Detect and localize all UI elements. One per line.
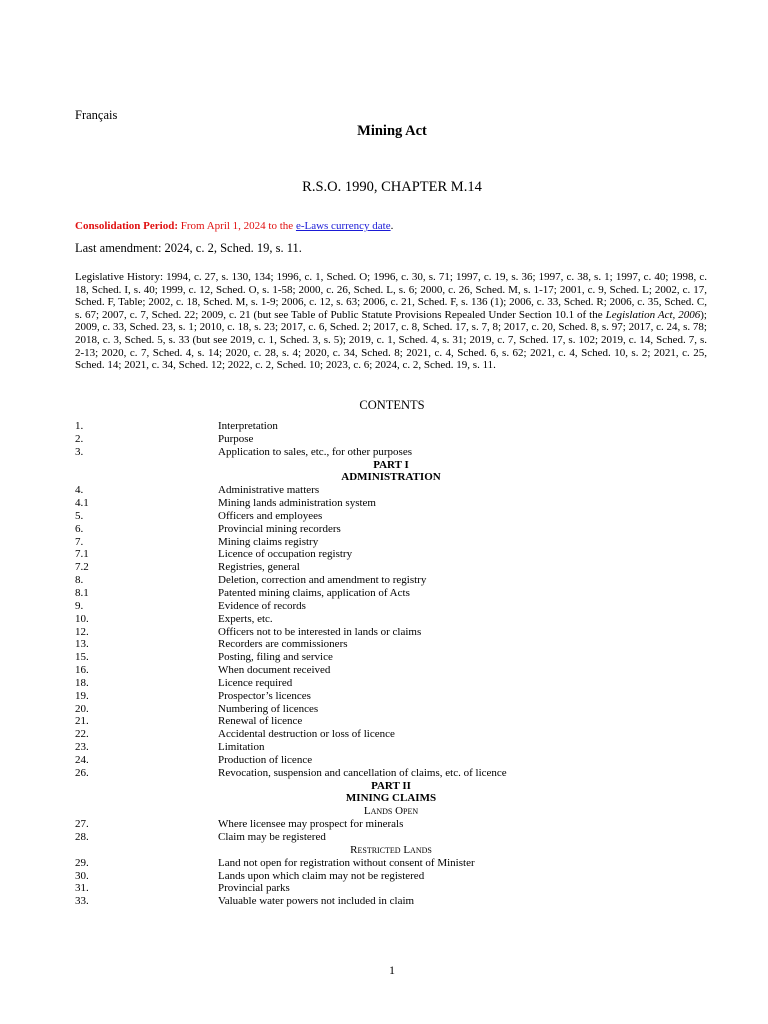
toc-section-title[interactable]: Provincial parks: [218, 882, 290, 895]
toc-section-number: 23.: [75, 741, 89, 754]
toc-part-heading: PART II: [371, 779, 411, 792]
toc-subheading: Lands Open: [363, 805, 419, 818]
toc-section-title[interactable]: Accidental destruction or loss of licence: [218, 728, 395, 741]
toc-entry: [75, 638, 707, 651]
toc-section-number: 20.: [75, 702, 89, 715]
toc-section-number: 21.: [75, 715, 89, 728]
toc-entry: [75, 523, 707, 536]
toc-entry: [75, 510, 707, 523]
toc-section-number: 19.: [75, 689, 89, 702]
toc-entry: [75, 754, 707, 767]
history-text-2: ); 2009, c. 33, Sched. 23, s. 1; 2010, c. 18, s. 23; 2017, c. 6, Sched. 2; 2017, c. 8, Sched. 17, s. 7, 8; 2017, c. 20, Sched. 8, s. 97; 2017, c. 24, s. 78; 2018, c. 3, Sched. 5, s. 33 (but see 2019, c. 1, Sched. 3, s. 5); 2019, c. 1, Sched. 4, s. 31; 2019, c. 7, Sched. 17, s. 102; 2019, c. 14, Sched. 7, s. 2-13; 2020, c. 7, Sched. 4, s. 14; 2020, c. 28, s. 4; 2020, c. 34, Sched. 8; 2021, c. 4, Sched. 6, s. 62; 2021, c. 4, Sched. 10, s. 2; 2021, c. 25, Sched. 14; 2021, c. 34, Sched. 12; 2022, c. 2, Sched. 10; 2023, c. 6; 2024, c. 2, Sched. 19, s. 11.: [75, 308, 707, 372]
language-link[interactable]: Français: [75, 108, 118, 122]
toc-section-number: 29.: [75, 856, 89, 869]
toc-section-number: 22.: [75, 728, 89, 741]
history-italic-act: Legislation Act, 2006: [605, 308, 701, 321]
toc-section-title[interactable]: Licence required: [218, 676, 293, 689]
toc-entry: [75, 767, 707, 780]
toc-entry: [75, 895, 707, 908]
toc-section-number: 4.: [75, 484, 84, 497]
toc-section-number: 6.: [75, 522, 84, 535]
toc-section-title[interactable]: Recorders are commissioners: [218, 638, 348, 651]
consolidation-label: Consolidation Period:: [75, 220, 178, 232]
toc-entry: [75, 882, 707, 895]
toc-section-title[interactable]: Interpretation: [218, 420, 278, 432]
last-amendment: Last amendment: 2024, c. 2, Sched. 19, s. 11.: [75, 241, 302, 255]
toc-entry: [75, 741, 707, 754]
consolidation-text: From April 1, 2024 to the: [177, 220, 296, 232]
toc-entry: [75, 497, 707, 510]
toc-section-number: 28.: [75, 831, 89, 843]
toc-section-number: 18.: [75, 676, 89, 689]
toc-section-number: 13.: [75, 638, 89, 651]
toc-section-title[interactable]: Provincial mining recorders: [218, 522, 341, 535]
toc-section-title[interactable]: Registries, general: [218, 561, 300, 574]
toc-entry: [75, 715, 707, 728]
toc-section-number: 2.: [75, 432, 84, 445]
toc-section-title[interactable]: Revocation, suspension and cancellation of claims, etc. of licence: [218, 766, 507, 779]
page-number: 1: [389, 963, 395, 977]
toc-entry: [75, 587, 707, 600]
toc-section-title[interactable]: Officers not to be interested in lands or claims: [218, 625, 422, 638]
toc-entry: [75, 677, 707, 690]
toc-entry: [75, 870, 707, 883]
toc-section-number: 4.1: [75, 497, 89, 510]
toc-section-title[interactable]: Deletion, correction and amendment to registry: [218, 574, 427, 587]
toc-section-number: 33.: [75, 895, 89, 908]
toc-section-number: 24.: [75, 753, 89, 766]
toc-entry: [75, 831, 707, 844]
toc-section-number: 26.: [75, 766, 89, 779]
toc-section-title[interactable]: Claim may be registered: [218, 831, 326, 843]
toc-section-number: 16.: [75, 664, 89, 677]
currency-date-link[interactable]: e-Laws currency date: [295, 220, 391, 232]
history-text-1: Legislative History: 1994, c. 27, s. 130, 134; 1996, c. 1, Sched. O; 1996, c. 30, s. 71; 1997, c. 19, s. 36; 1997, c. 38, s. 1; 1997, c. 40; 1998, c. 18, Sched. I, s. 40; 1999, c. 12, Sched. O, s. 1-58; 2000, c. 26, Sched. L, s. 6; 2000, c. 26, Sched. M, s. 1-17; 2001, c. 9, Sched. L; 2002, c. 17, Sched. F, Table; 2002, c. 18, Sched. M, s. 1-9; 2006, c. 12, s. 63; 2006, c. 21, Sched. F, s. 136 (1); 2006, c. 33, Sched. R; 2006, c. 35, Sched. C, s. 67; 2007, c. 7, Sched. 22; 2009, c. 21 (but see Table of Public Statute Provisions Repealed Under Section 10.1 of the: [75, 271, 707, 321]
contents-heading: CONTENTS: [359, 398, 425, 412]
toc-entry: [75, 690, 707, 703]
toc-section-number: 8.: [75, 574, 84, 587]
toc-section-number: 3.: [75, 445, 84, 458]
toc-entry: [75, 536, 707, 549]
legislative-history: [75, 271, 707, 372]
toc-subheading: Restricted Lands: [350, 843, 432, 856]
toc-entry: [75, 561, 707, 574]
toc-section-number: 8.1: [75, 586, 89, 599]
consolidation-end: .: [390, 220, 394, 232]
toc-section-title[interactable]: Where licensee may prospect for minerals: [218, 818, 404, 831]
toc-entry: [75, 613, 707, 626]
toc-entry: [75, 574, 707, 587]
toc-entry: [75, 484, 707, 497]
toc-section-title[interactable]: Mining lands administration system: [218, 497, 376, 510]
toc-section-title[interactable]: Patented mining claims, application of Acts: [218, 586, 410, 599]
toc-section-title[interactable]: Land not open for registration without consent of Minister: [218, 856, 475, 869]
toc-section-title[interactable]: Valuable water powers not included in claim: [218, 895, 415, 908]
toc-section-title[interactable]: Officers and employees: [218, 509, 323, 522]
toc-entry: [75, 664, 707, 677]
toc-section-number: 10.: [75, 612, 89, 625]
toc-section-title[interactable]: Posting, filing and service: [218, 651, 333, 664]
table-of-contents: [75, 420, 707, 908]
toc-entry: [75, 626, 707, 639]
toc-part-title: MINING CLAIMS: [345, 792, 437, 805]
toc-section-title[interactable]: Numbering of licences: [218, 702, 319, 715]
toc-section-number: 1.: [75, 420, 84, 432]
toc-entry: [75, 818, 707, 831]
toc-section-number: 27.: [75, 818, 89, 831]
toc-section-title[interactable]: Prospector’s licences: [218, 689, 311, 702]
toc-entry: [75, 857, 707, 870]
toc-section-number: 7.2: [75, 561, 89, 574]
toc-section-title[interactable]: Administrative matters: [218, 484, 320, 497]
toc-section-number: 12.: [75, 625, 89, 638]
consolidation-period: [75, 220, 393, 232]
toc-section-title[interactable]: Limitation: [218, 741, 265, 754]
toc-entry: [75, 703, 707, 716]
toc-entry: [75, 600, 707, 613]
toc-section-title[interactable]: Application to sales, etc., for other purposes: [218, 445, 412, 458]
toc-section-title[interactable]: Evidence of records: [218, 599, 306, 612]
toc-section-number: 7.1: [75, 548, 89, 561]
toc-section-number: 30.: [75, 869, 89, 882]
toc-entry: [75, 728, 707, 741]
toc-section-number: 7.: [75, 535, 84, 548]
act-title: Mining Act: [357, 123, 427, 139]
toc-entry: [75, 433, 707, 446]
toc-section-title[interactable]: Production of licence: [218, 753, 313, 766]
toc-section-number: 9.: [75, 599, 84, 612]
toc-section-title[interactable]: Experts, etc.: [218, 612, 273, 625]
toc-section-number: 5.: [75, 509, 84, 522]
toc-section-title[interactable]: Lands upon which claim may not be registered: [218, 869, 425, 882]
toc-section-title[interactable]: Licence of occupation registry: [218, 548, 353, 561]
toc-entry: [75, 446, 707, 459]
toc-part-title: ADMINISTRATION: [341, 471, 441, 484]
chapter-citation: R.S.O. 1990, CHAPTER M.14: [302, 179, 482, 195]
toc-part-heading: PART I: [373, 458, 409, 471]
toc-section-title[interactable]: Purpose: [218, 432, 254, 445]
toc-entry: [75, 651, 707, 664]
toc-section-number: 31.: [75, 882, 89, 895]
toc-section-number: 15.: [75, 651, 89, 664]
toc-entry: [75, 420, 707, 433]
toc-entry: [75, 548, 707, 561]
toc-section-title[interactable]: Mining claims registry: [218, 535, 319, 548]
toc-section-title[interactable]: When document received: [218, 664, 331, 677]
toc-section-title[interactable]: Renewal of licence: [218, 715, 303, 728]
